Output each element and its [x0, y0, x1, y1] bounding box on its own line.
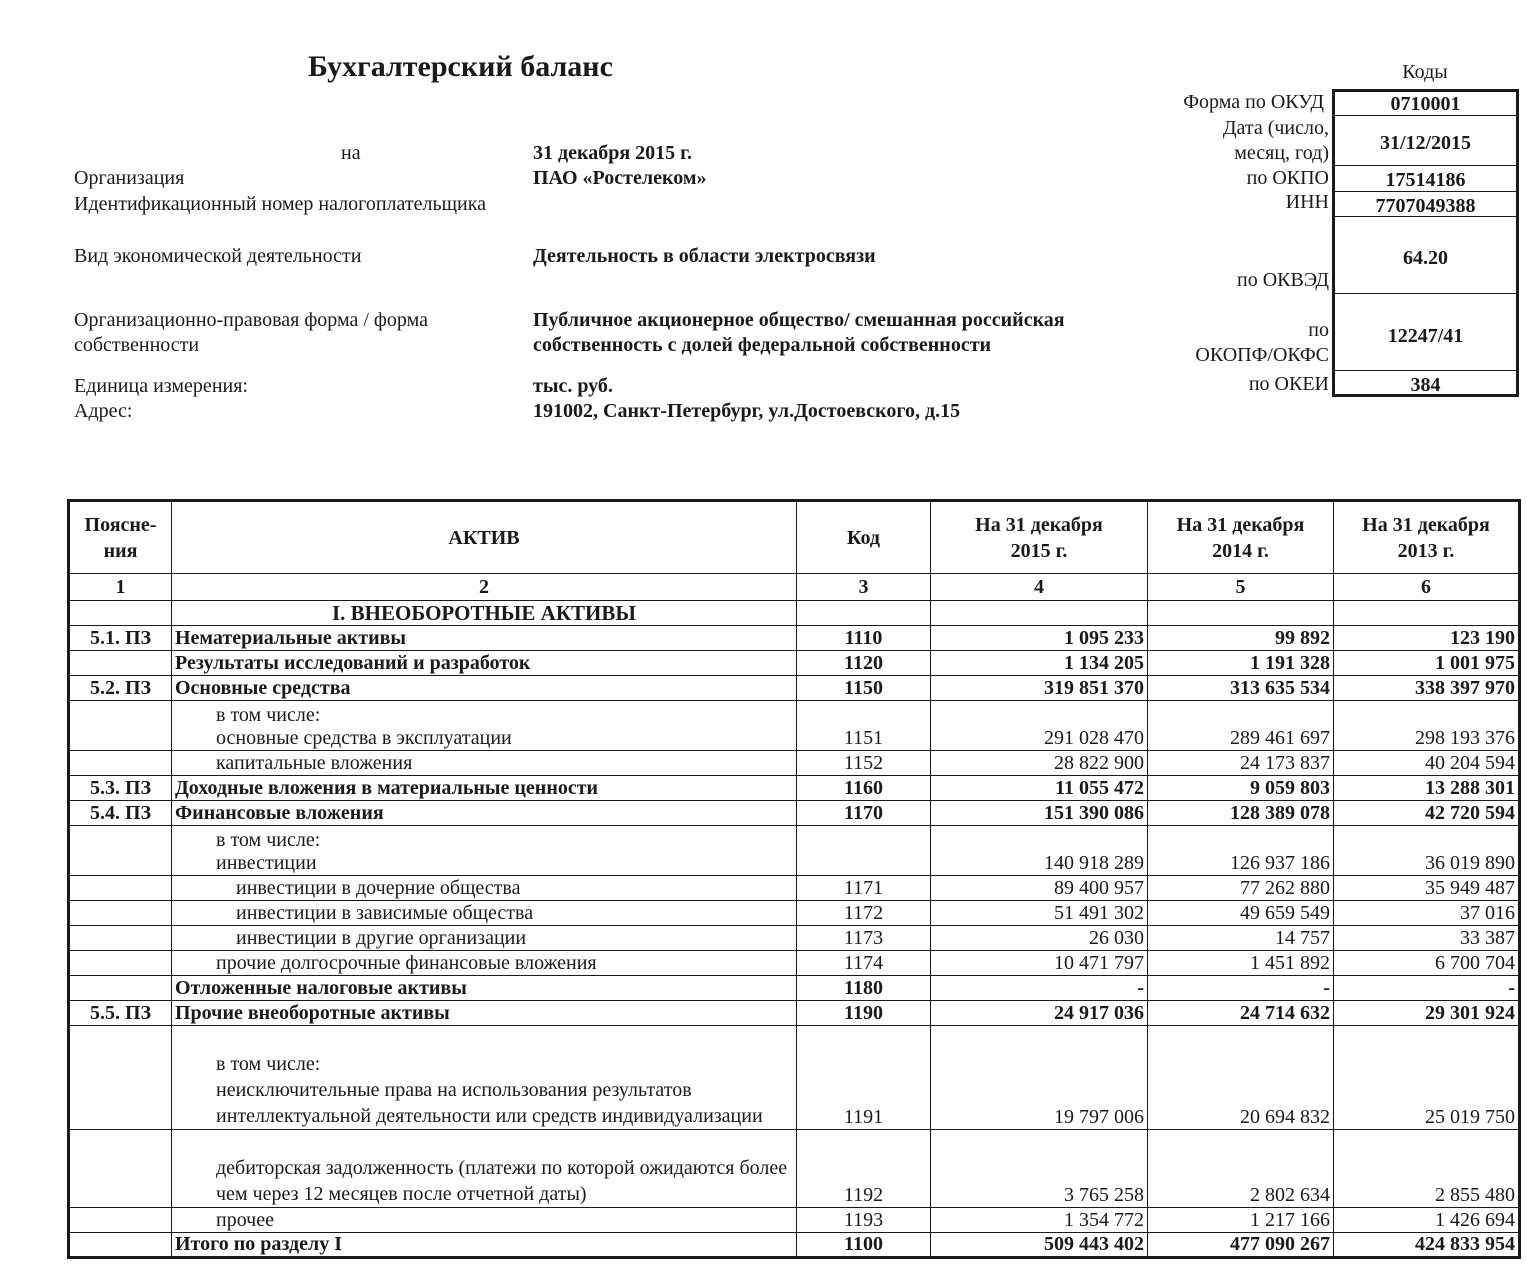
code-cell: 1120	[797, 651, 931, 676]
codes-divider	[1335, 115, 1516, 116]
total-row	[69, 1233, 1520, 1258]
code-cell: 1180	[797, 976, 931, 1001]
okved-value: 64.20	[1403, 247, 1448, 269]
value-2013-cell: 13 288 301	[1334, 776, 1520, 801]
okopf-value: 12247/41	[1387, 325, 1464, 347]
note-cell: 5.2. ПЗ	[69, 676, 172, 701]
okopf-label: по	[1308, 319, 1329, 341]
value-2015-cell: 140 918 289	[931, 826, 1148, 876]
value-2013-cell: 33 387	[1334, 926, 1520, 951]
table-row	[69, 1001, 1520, 1026]
value-2015-cell: 10 471 797	[931, 951, 1148, 976]
address-value: 191002, Санкт-Петербург, ул.Достоевского, д.15	[533, 400, 961, 422]
code-cell: 1172	[797, 901, 931, 926]
y2014-header-text: На 31 декабря 2014 г.	[1176, 513, 1305, 562]
value-2014-cell: -	[1148, 976, 1334, 1001]
column-numbers-row	[69, 574, 1520, 601]
activity-label: Вид экономической деятельности	[74, 245, 362, 267]
table-row	[69, 976, 1520, 1001]
value-2014-cell: 2 802 634	[1148, 1130, 1334, 1208]
empty-cell	[931, 601, 1148, 626]
asset-header: АКТИВ	[172, 501, 797, 574]
notes-header-text: Поясне- ния	[84, 513, 157, 562]
note-cell	[69, 876, 172, 901]
table-row	[69, 751, 1520, 776]
name-cell	[172, 701, 797, 751]
value-2014-cell: 24 714 632	[1148, 1001, 1334, 1026]
value-2015-cell: 319 851 370	[931, 676, 1148, 701]
note-cell: 5.4. ПЗ	[69, 801, 172, 826]
unit-value: тыс. руб.	[533, 375, 613, 397]
value-2014-cell: 49 659 549	[1148, 901, 1334, 926]
name-cell: прочее	[172, 1208, 797, 1233]
table-row	[69, 701, 1520, 751]
value-2013-cell: 6 700 704	[1334, 951, 1520, 976]
value-2013-cell: 338 397 970	[1334, 676, 1520, 701]
note-cell	[69, 1208, 172, 1233]
note-cell: 5.3. ПЗ	[69, 776, 172, 801]
name-cell: Результаты исследований и разработок	[172, 651, 797, 676]
table-row	[69, 826, 1520, 876]
value-2015-cell: 1 095 233	[931, 626, 1148, 651]
value-2014-cell: 128 389 078	[1148, 801, 1334, 826]
okei-value: 384	[1410, 374, 1441, 396]
date-code-label: Дата (число,	[1222, 117, 1329, 139]
legal-form-label: Организационно-правовая форма / форма	[74, 309, 428, 331]
codes-divider	[1335, 165, 1516, 166]
okud-label: Форма по ОКУД	[1183, 91, 1324, 113]
codes-box	[1332, 89, 1519, 397]
col-number: 3	[797, 574, 931, 601]
value-2015-cell: 151 390 086	[931, 801, 1148, 826]
y2013-header-text: На 31 декабря 2013 г.	[1362, 513, 1490, 562]
name-cell: Итого по разделу I	[172, 1233, 797, 1258]
okud-value: 0710001	[1390, 93, 1461, 115]
table-row	[69, 926, 1520, 951]
note-cell	[69, 826, 172, 876]
note-cell: 5.1. ПЗ	[69, 626, 172, 651]
including-label: в том числе:	[216, 704, 321, 726]
date-code-label-2: месяц, год)	[1234, 142, 1329, 164]
value-2015-cell: 291 028 470	[931, 701, 1148, 751]
legal-form-value: Публичное акционерное общество/ смешанная российская	[533, 309, 1065, 331]
name-cell: Финансовые вложения	[172, 801, 797, 826]
col-number: 5	[1148, 574, 1334, 601]
code-cell: 1191	[797, 1026, 931, 1130]
including-label: в том числе:	[216, 1053, 321, 1075]
note-cell	[69, 701, 172, 751]
col-number: 1	[69, 574, 172, 601]
value-2013-cell: -	[1334, 976, 1520, 1001]
value-2015-cell: 89 400 957	[931, 876, 1148, 901]
name-cell: Отложенные налоговые активы	[172, 976, 797, 1001]
code-cell: 1150	[797, 676, 931, 701]
value-2013-cell: 37 016	[1334, 901, 1520, 926]
table-row	[69, 1208, 1520, 1233]
note-cell	[69, 751, 172, 776]
codes-divider	[1335, 191, 1516, 192]
value-2013-cell: 35 949 487	[1334, 876, 1520, 901]
name-cell: инвестиции в другие организации	[172, 926, 797, 951]
code-header: Код	[797, 501, 931, 574]
address-label: Адрес:	[74, 400, 133, 422]
value-2015-cell: 19 797 006	[931, 1026, 1148, 1130]
inn-code-label: ИНН	[1285, 191, 1329, 213]
value-2013-cell: 123 190	[1334, 626, 1520, 651]
table-row	[69, 801, 1520, 826]
table-header-row	[69, 501, 1520, 574]
including-label: в том числе:	[216, 829, 321, 851]
value-2013-cell: 1 426 694	[1334, 1208, 1520, 1233]
date-code-value: 31/12/2015	[1379, 132, 1472, 154]
value-2015-cell: 24 917 036	[931, 1001, 1148, 1026]
code-cell: 1174	[797, 951, 931, 976]
name-cell: инвестиции в дочерние общества	[172, 876, 797, 901]
value-2013-cell: 36 019 890	[1334, 826, 1520, 876]
value-2014-cell: 20 694 832	[1148, 1026, 1334, 1130]
value-2014-cell: 1 451 892	[1148, 951, 1334, 976]
organization-label: Организация	[74, 167, 185, 189]
code-cell: 1160	[797, 776, 931, 801]
value-2015-cell: 1 354 772	[931, 1208, 1148, 1233]
table-row	[69, 951, 1520, 976]
code-cell: 1151	[797, 701, 931, 751]
codes-divider	[1335, 370, 1516, 371]
name-cell: Доходные вложения в материальные ценности	[172, 776, 797, 801]
value-2013-cell: 25 019 750	[1334, 1026, 1520, 1130]
item-name: основные средства в эксплуатации	[216, 727, 512, 749]
value-2015-cell: 1 134 205	[931, 651, 1148, 676]
code-cell: 1110	[797, 626, 931, 651]
name-cell: дебиторская задолженность (платежи по которой ожидаются более чем через 12 месяцев после отчетной даты)	[172, 1130, 797, 1208]
y2013-header	[1334, 501, 1520, 574]
item-name: неисключительные права на использования результатов интеллектуальной деятельности или средств индивидуализации	[216, 1079, 763, 1127]
value-2014-cell: 313 635 534	[1148, 676, 1334, 701]
note-cell	[69, 901, 172, 926]
codes-header: Коды	[1402, 61, 1448, 83]
code-cell: 1173	[797, 926, 931, 951]
okpo-value: 17514186	[1385, 169, 1466, 191]
empty-cell	[797, 601, 931, 626]
value-2013-cell: 2 855 480	[1334, 1130, 1520, 1208]
note-cell	[69, 926, 172, 951]
code-cell: 1100	[797, 1233, 931, 1258]
value-2015-cell: 26 030	[931, 926, 1148, 951]
table-row	[69, 651, 1520, 676]
table-row	[69, 676, 1520, 701]
y2015-header	[931, 501, 1148, 574]
okpo-label: по ОКПО	[1246, 167, 1329, 189]
name-cell: Нематериальные активы	[172, 626, 797, 651]
okved-label: по ОКВЭД	[1237, 269, 1329, 291]
item-name: инвестиции	[216, 852, 317, 874]
name-cell: Основные средства	[172, 676, 797, 701]
value-2015-cell: 509 443 402	[931, 1233, 1148, 1258]
activity-value: Деятельность в области электросвязи	[533, 245, 876, 267]
y2014-header	[1148, 501, 1334, 574]
code-cell: 1171	[797, 876, 931, 901]
name-cell	[172, 826, 797, 876]
code-cell: 1192	[797, 1130, 931, 1208]
name-cell	[172, 1026, 797, 1130]
value-2014-cell: 99 892	[1148, 626, 1334, 651]
code-cell: 1152	[797, 751, 931, 776]
legal-form-value-2: собственность с долей федеральной собственности	[533, 334, 992, 356]
report-date: 31 декабря 2015 г.	[533, 142, 692, 164]
value-2013-cell: 42 720 594	[1334, 801, 1520, 826]
value-2013-cell: 424 833 954	[1334, 1233, 1520, 1258]
inn-code-value: 7707049388	[1375, 195, 1476, 217]
organization-value: ПАО «Ростелеком»	[533, 167, 707, 189]
note-cell	[69, 1026, 172, 1130]
page-title: Бухгалтерский баланс	[308, 50, 613, 83]
empty-cell	[1334, 601, 1520, 626]
table-row	[69, 901, 1520, 926]
codes-divider	[1335, 216, 1516, 217]
okei-label: по ОКЕИ	[1248, 373, 1329, 395]
value-2014-cell: 9 059 803	[1148, 776, 1334, 801]
table-row	[69, 776, 1520, 801]
code-cell: 1190	[797, 1001, 931, 1026]
value-2015-cell: 28 822 900	[931, 751, 1148, 776]
value-2013-cell: 29 301 924	[1334, 1001, 1520, 1026]
name-cell: прочие долгосрочные финансовые вложения	[172, 951, 797, 976]
value-2013-cell: 298 193 376	[1334, 701, 1520, 751]
table-row	[69, 626, 1520, 651]
value-2015-cell: 51 491 302	[931, 901, 1148, 926]
value-2014-cell: 14 757	[1148, 926, 1334, 951]
table-row	[69, 1026, 1520, 1130]
unit-label: Единица измерения:	[74, 375, 248, 397]
empty-cell	[69, 601, 172, 626]
col-number: 6	[1334, 574, 1520, 601]
legal-form-label-2: собственности	[74, 334, 200, 356]
table-row	[69, 1130, 1520, 1208]
notes-header	[69, 501, 172, 574]
code-cell: 1170	[797, 801, 931, 826]
note-cell	[69, 951, 172, 976]
value-2014-cell: 289 461 697	[1148, 701, 1334, 751]
section-title-row	[69, 601, 1520, 626]
empty-cell	[1148, 601, 1334, 626]
name-cell: Прочие внеоборотные активы	[172, 1001, 797, 1026]
value-2014-cell: 77 262 880	[1148, 876, 1334, 901]
code-cell: 1193	[797, 1208, 931, 1233]
inn-label: Идентификационный номер налогоплательщика	[74, 193, 487, 215]
value-2013-cell: 1 001 975	[1334, 651, 1520, 676]
note-cell	[69, 1233, 172, 1258]
balance-table	[67, 499, 1521, 1259]
name-cell: капитальные вложения	[172, 751, 797, 776]
name-cell: инвестиции в зависимые общества	[172, 901, 797, 926]
note-cell	[69, 1130, 172, 1208]
value-2015-cell: 3 765 258	[931, 1130, 1148, 1208]
value-2015-cell: 11 055 472	[931, 776, 1148, 801]
y2015-header-text: На 31 декабря 2015 г.	[975, 513, 1103, 562]
col-number: 2	[172, 574, 797, 601]
okopf-label-2: ОКОПФ/ОКФС	[1195, 344, 1329, 366]
section-title: I. ВНЕОБОРОТНЫЕ АКТИВЫ	[172, 601, 797, 626]
note-cell: 5.5. ПЗ	[69, 1001, 172, 1026]
table-row	[69, 876, 1520, 901]
value-2014-cell: 477 090 267	[1148, 1233, 1334, 1258]
codes-divider	[1335, 293, 1516, 294]
value-2013-cell: 40 204 594	[1334, 751, 1520, 776]
value-2014-cell: 126 937 186	[1148, 826, 1334, 876]
value-2014-cell: 24 173 837	[1148, 751, 1334, 776]
value-2015-cell: -	[931, 976, 1148, 1001]
note-cell	[69, 651, 172, 676]
note-cell	[69, 976, 172, 1001]
col-number: 4	[931, 574, 1148, 601]
value-2014-cell: 1 217 166	[1148, 1208, 1334, 1233]
value-2014-cell: 1 191 328	[1148, 651, 1334, 676]
code-cell	[797, 826, 931, 876]
date-prefix-label: на	[341, 142, 361, 164]
